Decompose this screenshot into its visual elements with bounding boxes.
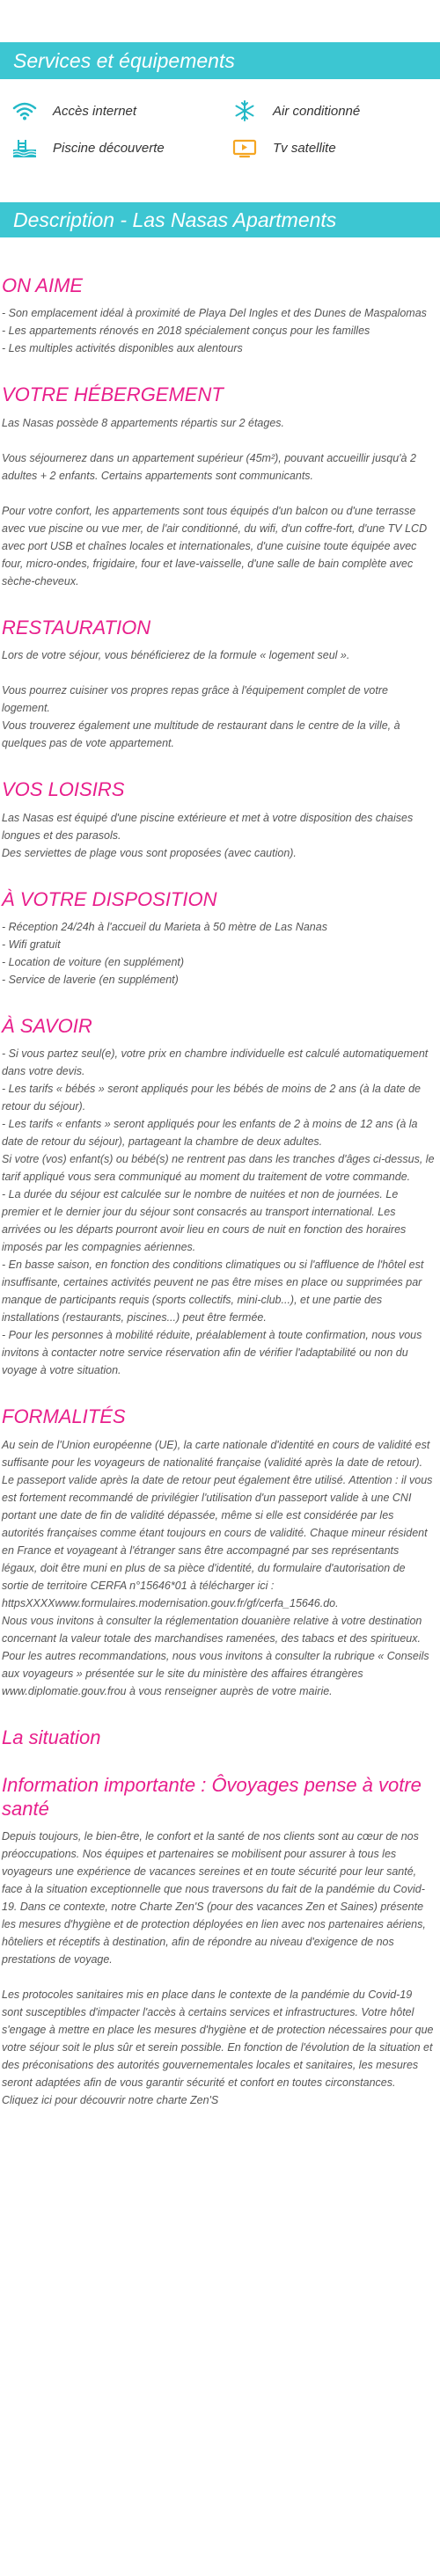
amenity-air-conditioning	[231, 99, 440, 123]
pool-icon	[11, 135, 39, 160]
section-information-title: Information importante : Ôvoyages pense à votre santé	[2, 1774, 422, 1820]
amenity-pool	[11, 135, 231, 160]
services-header	[0, 42, 440, 79]
section-a-savoir-text: - Si vous partez seul(e), votre prix en chambre individuelle est calculé automatiquement dans votre devis. - Les tarifs « bébés » seront appliqués pour les bébés de moins de 2 ans (à la date de retour du séjour). - Les tarifs « enfants » seront appliqués pour les enfants de 2 à moins de 12 ans (à la date de retour du séjour), partageant la chambre de deux adultes. Si votre (vos) enfant(s) ou bébé(s) ne rentrent pas dans les tranches d'âges ci-dessus, le tarif appliqué vous sera communiqué au moment du traitement de votre commande. - La durée du séjour est calculée sur le nombre de nuitées et non de journées. Le premier et le dernier jour du séjour sont consacrés au transport international. Les arrivées ou les départs pourront avoir lieu en cours de nuit en fonction des horaires imposés par les compagnies aériennes. - En basse saison, en fonction des conditions climatiques ou si l'affluence de l'hôtel est insuffisante, certaines activités peuvent ne pas être mises en place ou supprimées par manque de participants requis (sports collectifs, mini-club...), et une partie des installations (restaurants, piscines...) peut être fermée. - Pour les personnes à mobilité réduite, préalablement à toute confirmation, nous vous invitons à contacter notre service réservation afin de vérifier l'adaptabilité ou non du voyage à votre situation.	[2, 1047, 435, 1377]
wifi-icon	[11, 99, 39, 123]
section-formalites-title: FORMALITÉS	[2, 1405, 126, 1428]
amenities-list	[0, 79, 440, 160]
section-disposition-text: - Réception 24/24h à l'accueil du Marieta à 50 mètre de Las Nanas - Wifi gratuit - Location de voiture (en supplément) - Service de laverie (en supplément)	[2, 920, 327, 986]
section-on-aime-title: ON AIME	[2, 274, 84, 296]
services-title: Services et équipements	[13, 48, 235, 72]
section-hebergement-text: Las Nasas possède 8 appartements répartis sur 2 étages. Vous séjournerez dans un appartement supérieur (45m²), pouvant accueillir jusqu'à 2 adultes + 2 enfants. Certains appartements sont communicants. Pour votre confort, les appartements sont tous équipés d'un balcon ou d'une terrasse avec vue piscine ou vue mer, de l'air conditionné, du wifi, d'un coffre-fort, d'une TV LCD avec port USB et chaînes locales et internationales, d'une cuisine toute équipée avec four, micro-ondes, frigidaire, four et lave-vaisselle, d'une salle de bain complète avec sèche-cheveux.	[2, 416, 428, 587]
page	[0, 42, 440, 2109]
description-title: Description - Las Nasas Apartments	[13, 208, 337, 231]
amenity-internet	[11, 99, 231, 123]
section-disposition-title: À VOTRE DISPOSITION	[2, 887, 217, 910]
amenity-tv	[231, 135, 440, 160]
section-a-savoir-title: À SAVOIR	[2, 1014, 92, 1037]
section-restauration-title: RESTAURATION	[2, 616, 151, 639]
amenity-label: Tv satellite	[273, 140, 336, 156]
snowflake-icon	[231, 99, 259, 123]
section-loisirs-title: VOS LOISIRS	[2, 778, 125, 801]
section-restauration-text: Lors de votre séjour, vous bénéficierez de la formule « logement seul ». Vous pourrez cuisiner vos propres repas grâce à l'équipement complet de votre logement. Vous trouverez également une multitude de restaurant dans le centre de la ville, à quelques pas de vote appartement.	[2, 649, 400, 750]
amenity-label: Piscine découverte	[53, 140, 165, 156]
section-loisirs-text: Las Nasas est équipé d'une piscine extérieure et met à votre disposition des chaises longues et des parasols. Des serviettes de plage vous sont proposées (avec caution).	[2, 811, 414, 859]
section-formalites-text: Au sein de l'Union européenne (UE), la carte nationale d'identité en cours de validité est suffisante pour les voyageurs de nationalité française (validité après la date de retour). Le passeport valide après la date de retour peut également être utilisé. Attention : il vous est fortement recommandé de privilégier l'utilisation d'un passeport valide à une CNI portant une date de fin de validité dépassée, même si elle est considérée par les autorités françaises comme étant toujours en cours de validité. Chaque mineur résident en France et voyageant à l'étranger sans être accompagné par ses représentants légaux, doit être muni en plus de sa pièce d'identité, du formulaire d'autorisation de sortie de territoire CERFA n°15646*01 à télécharger ici : httpsXXXXwww.formulaires.modernisation.gouv.fr/gf/cerfa_15646.do. Nous vous invitons à consulter la réglementation douanière relative à votre destination concernant la valeur totale des marchandises ramenées, des tabacs et des spiritueux. Pour les autres recommandations, nous vous invitons à consulter la rubrique « Conseils aux voyageurs » présentée sur le site du ministère des affaires étrangères www.diplomatie.gouv.frou à vous renseigner auprès de votre mairie.	[2, 1438, 433, 1697]
section-on-aime-text: - Son emplacement idéal à proximité de Playa Del Ingles et des Dunes de Maspalomas - Les appartements rénovés en 2018 spécialement conçus pour les familles - Les multiples activités disponibles aux alentours	[2, 307, 427, 355]
section-hebergement-title: VOTRE HÉBERGEMENT	[2, 383, 224, 406]
amenity-label: Air conditionné	[273, 103, 361, 119]
amenity-label: Accès internet	[53, 103, 137, 119]
section-information-text: Depuis toujours, le bien-être, le confort et la santé de nos clients sont au cœur de nos préoccupations. Nos équipes et partenaires se mobilisent pour assurer à tous les voyageurs une expérience de vacances sereines et en toute sécurité pour leur santé, face à la situation exceptionnelle que nous traversons du fait de la pandémie du Covid-19. Dans ce contexte, notre Charte Zen'S (pour des vacances Zen et Saines) présente les mesures d'hygiène et de protection déployées en lien avec nos partenaires aériens, hôteliers et réceptifs à destination, afin de répondre au niveau d'exigence de nos prestations de voyage. Les protocoles sanitaires mis en place dans le contexte de la pandémie du Covid-19 sont susceptibles d'impacter l'accès à certains services et infrastructures. Votre hôtel s'engage à mettre en place les mesures d'hygiène et de protection nécessaires pour que votre séjour soit le plus sûr et serein possible. En fonction de l'évolution de la situation et des préconisations des autorités gouvernementales locales et sanitaires, les mesures seront adaptées afin de vous garantir sécurité et confort en toutes circonstances. Cliquez ici pour découvrir notre charte Zen'S	[2, 1829, 434, 2106]
section-situation-title: La situation	[2, 1726, 101, 1748]
description-header	[0, 202, 440, 237]
tv-icon	[231, 135, 259, 160]
description-content	[0, 237, 440, 2109]
